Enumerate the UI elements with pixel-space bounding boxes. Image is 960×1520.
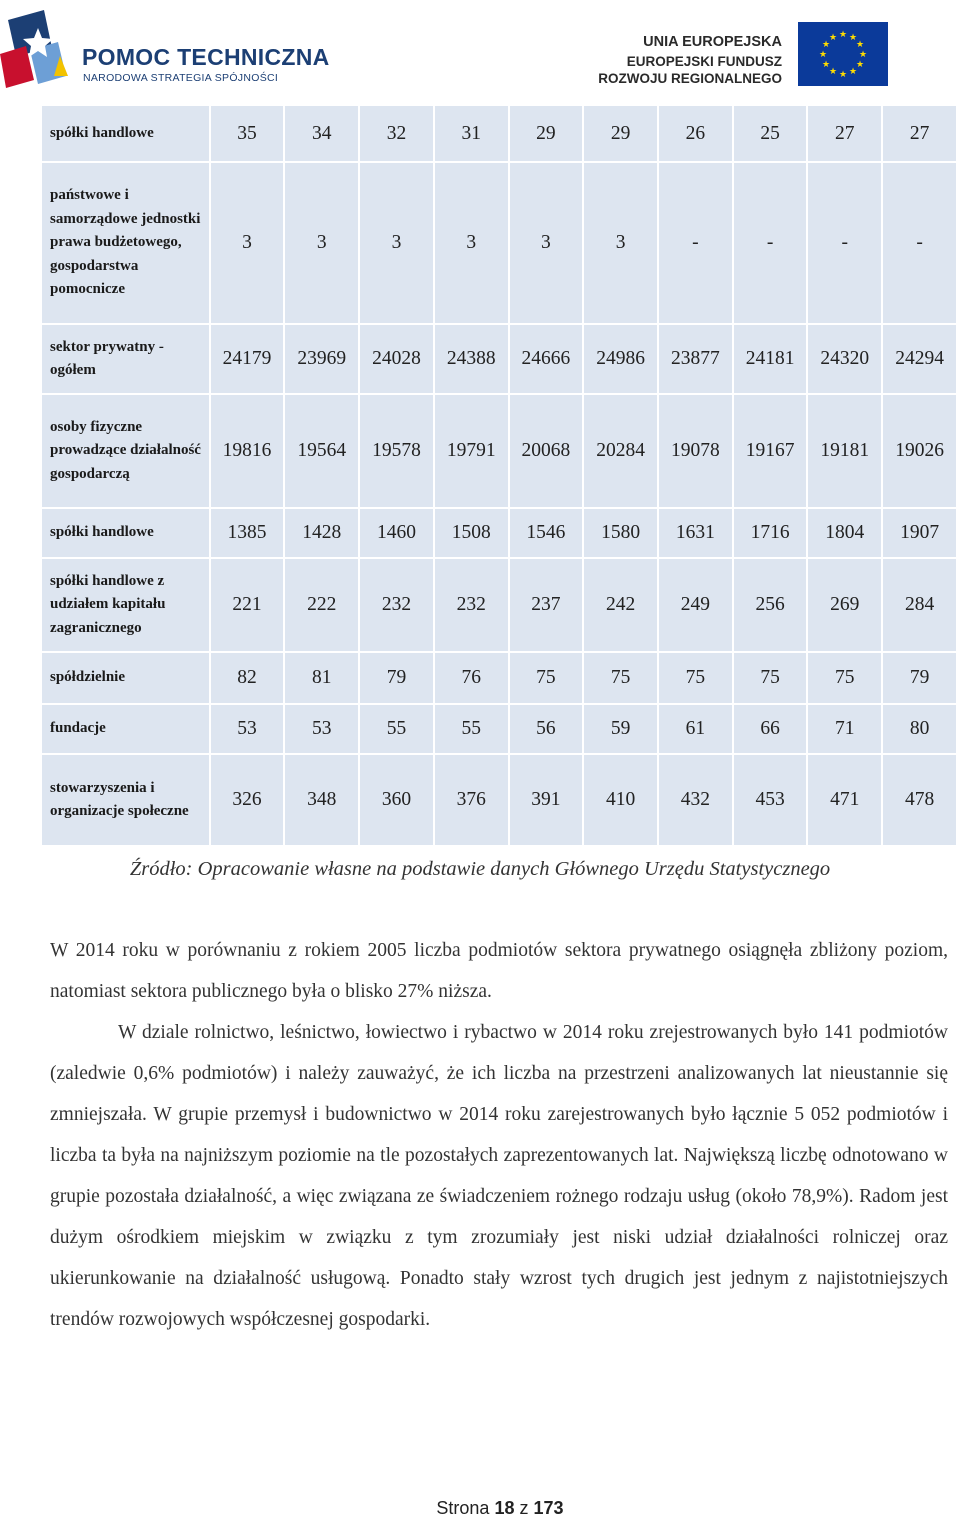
table-cell: 75	[734, 653, 807, 703]
row-label: spółki handlowe	[42, 106, 209, 161]
table-cell: 75	[659, 653, 732, 703]
table-cell: 19578	[360, 395, 433, 507]
table-cell: 232	[360, 559, 433, 651]
row-label: fundacje	[42, 705, 209, 753]
table-cell: 471	[808, 755, 881, 845]
table-cell: 79	[360, 653, 433, 703]
table-cell: -	[808, 163, 881, 323]
table-cell: -	[734, 163, 807, 323]
table-cell: 221	[211, 559, 284, 651]
table-cell: 1907	[883, 509, 956, 557]
table-cell: 19026	[883, 395, 956, 507]
table-cell: 79	[883, 653, 956, 703]
table-cell: 29	[510, 106, 583, 161]
page-total: 173	[533, 1498, 564, 1518]
table-cell: 24181	[734, 325, 807, 393]
table-row	[42, 163, 956, 323]
table-cell: 237	[510, 559, 583, 651]
table-row	[42, 509, 956, 557]
table-cell: 53	[211, 705, 284, 753]
table-cell: 222	[285, 559, 358, 651]
table-row	[42, 106, 956, 161]
svg-text:★: ★	[848, 67, 858, 77]
svg-text:★: ★	[855, 60, 865, 70]
page-number: 18	[494, 1498, 515, 1518]
table-cell: 19564	[285, 395, 358, 507]
table-cell: 23969	[285, 325, 358, 393]
eu-logo-line-3: ROZWOJU REGIONALNEGO	[598, 71, 782, 86]
table-cell: 27	[883, 106, 956, 161]
table-cell: 24388	[435, 325, 508, 393]
table-cell: 453	[734, 755, 807, 845]
row-label: spółdzielnie	[42, 653, 209, 703]
table-cell: 19181	[808, 395, 881, 507]
table-cell: 376	[435, 755, 508, 845]
table-cell: 24028	[360, 325, 433, 393]
table-cell: 326	[211, 755, 284, 845]
table-cell: 71	[808, 705, 881, 753]
table-cell: 19167	[734, 395, 807, 507]
row-label: stowarzyszenia i organizacje społeczne	[42, 755, 209, 845]
pomoc-techniczna-emblem-icon	[0, 6, 80, 96]
row-label: spółki handlowe z udziałem kapitału zagranicznego	[42, 559, 209, 651]
table-cell: 24294	[883, 325, 956, 393]
table-cell: 1580	[584, 509, 657, 557]
svg-text:★: ★	[828, 67, 838, 77]
table-cell: 19816	[211, 395, 284, 507]
table-cell: 1631	[659, 509, 732, 557]
svg-text:★: ★	[828, 33, 838, 43]
table-cell: 348	[285, 755, 358, 845]
table-cell: 55	[435, 705, 508, 753]
table-cell: 24179	[211, 325, 284, 393]
table-source: Źródło: Opracowanie własne na podstawie danych Głównego Urzędu Statystycznego	[129, 858, 831, 880]
row-label: osoby fizyczne prowadzące działalność gospodarczą	[42, 395, 209, 507]
table-cell: 19078	[659, 395, 732, 507]
table-cell: 432	[659, 755, 732, 845]
svg-text:★: ★	[818, 50, 828, 60]
table-row	[42, 755, 956, 845]
table-row	[42, 395, 956, 507]
pomoc-techniczna-logo	[0, 6, 330, 96]
table-cell: 55	[360, 705, 433, 753]
paragraph-1: W 2014 roku w porównaniu z rokiem 2005 liczba podmiotów sektora prywatnego osiągnęła zbliżony poziom, natomiast sektora publicznego była o blisko 27% niższa.	[50, 940, 948, 1002]
table-cell: 61	[659, 705, 732, 753]
table-cell: 3	[211, 163, 284, 323]
table-cell: 25	[734, 106, 807, 161]
table-cell: 1716	[734, 509, 807, 557]
table-cell: 24986	[584, 325, 657, 393]
table-cell: 232	[435, 559, 508, 651]
table-cell: 19791	[435, 395, 508, 507]
table-cell: 34	[285, 106, 358, 161]
table-cell: 81	[285, 653, 358, 703]
statistics-table	[40, 104, 958, 847]
svg-text:★: ★	[821, 60, 831, 70]
table-cell: 3	[435, 163, 508, 323]
table-cell: 66	[734, 705, 807, 753]
table-cell: 1508	[435, 509, 508, 557]
eu-flag-icon	[798, 22, 888, 86]
table-cell: 32	[360, 106, 433, 161]
table-cell: 31	[435, 106, 508, 161]
table-cell: 269	[808, 559, 881, 651]
logo-subtitle: NARODOWA STRATEGIA SPÓJNOŚCI	[83, 72, 279, 84]
table-cell: 20068	[510, 395, 583, 507]
table-cell: 410	[584, 755, 657, 845]
row-label: państwowe i samorządowe jednostki prawa budżetowego, gospodarstwa pomocnicze	[42, 163, 209, 323]
table-cell: 75	[584, 653, 657, 703]
table-cell: 1804	[808, 509, 881, 557]
table-cell: 26	[659, 106, 732, 161]
page-footer	[0, 1498, 960, 1519]
table-cell: -	[659, 163, 732, 323]
footer-separator: z	[519, 1498, 529, 1518]
table-cell: 53	[285, 705, 358, 753]
svg-text:★: ★	[838, 70, 848, 80]
paragraph-2: W dziale rolnictwo, leśnictwo, łowiectwo i rybactwo w 2014 roku zrejestrowanych było 141 podmiotów (zaledwie 0,6% podmiotów) i należy zauważyć, że ich liczba na przestrzeni analizowanych lat nieustannie się zmniejszała. W grupie przemysł i budownictwo w 2014 roku zarejestrowanych było łącznie 5 052 podmiotów i liczba ta była na najniższym poziomie na tle pozostałych zaprezentowanych lat. Największą liczbę odnotowano w grupie pozostała działalność, a więc związana ze świadczeniem rożnego rodzaju usług (około 78,9%). Radom jest dużym ośrodkiem miejskim w związku z tym zrozumiały jest niski udział działalności rolniczej oraz ukierunkowanie na działalność usługową. Ponadto stały wzrost tych drugich jest jednym z najistotniejszych trendów rozwojowych współczesnej gospodarki.	[50, 1022, 948, 1330]
table-row	[42, 705, 956, 753]
table-cell: 75	[808, 653, 881, 703]
row-label: sektor prywatny - ogółem	[42, 325, 209, 393]
table-cell: 76	[435, 653, 508, 703]
svg-text:★: ★	[838, 30, 848, 40]
table-cell: 3	[510, 163, 583, 323]
table-cell: 27	[808, 106, 881, 161]
eu-logo-line-1: UNIA EUROPEJSKA	[643, 34, 782, 50]
table-cell: 82	[211, 653, 284, 703]
table-cell: 249	[659, 559, 732, 651]
table-cell: 23877	[659, 325, 732, 393]
table-cell: 360	[360, 755, 433, 845]
table-cell: 35	[211, 106, 284, 161]
eu-logo-line-2: EUROPEJSKI FUNDUSZ	[626, 54, 782, 69]
table-cell: 1385	[211, 509, 284, 557]
table-cell: 3	[285, 163, 358, 323]
table-cell: -	[883, 163, 956, 323]
table-cell: 59	[584, 705, 657, 753]
table-cell: 391	[510, 755, 583, 845]
svg-text:★: ★	[821, 40, 831, 50]
footer-prefix: Strona	[436, 1498, 490, 1518]
table-row	[42, 325, 956, 393]
table-cell: 242	[584, 559, 657, 651]
logo-title: POMOC TECHNICZNA	[82, 44, 330, 70]
row-label: spółki handlowe	[42, 509, 209, 557]
table-row	[42, 559, 956, 651]
table-cell: 256	[734, 559, 807, 651]
table-cell: 24666	[510, 325, 583, 393]
svg-text:★: ★	[858, 50, 868, 60]
table-row	[42, 653, 956, 703]
table-cell: 20284	[584, 395, 657, 507]
table-cell: 3	[584, 163, 657, 323]
table-cell: 478	[883, 755, 956, 845]
table-cell: 29	[584, 106, 657, 161]
table-cell: 284	[883, 559, 956, 651]
table-cell: 56	[510, 705, 583, 753]
svg-text:★: ★	[848, 33, 858, 43]
svg-text:★: ★	[855, 40, 865, 50]
table-cell: 3	[360, 163, 433, 323]
table-cell: 1546	[510, 509, 583, 557]
table-cell: 1460	[360, 509, 433, 557]
table-cell: 75	[510, 653, 583, 703]
table-cell: 80	[883, 705, 956, 753]
table-cell: 1428	[285, 509, 358, 557]
table-cell: 24320	[808, 325, 881, 393]
